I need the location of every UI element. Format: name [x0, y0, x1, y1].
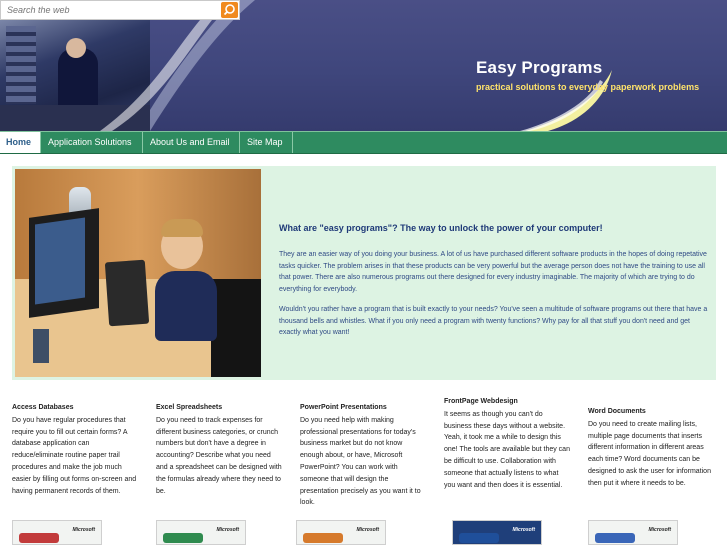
- photo-screen: [35, 217, 85, 304]
- nav-about-us[interactable]: About Us and Email: [144, 132, 240, 153]
- intro-paragraph: Wouldn't you rather have a program that is built exactly to your needs? You've seen a multitude of software programs out there that have a thousand bells and whistles. What if you only need a program with twenty functions? Why pay for all that stuff you don't need and get exactly what you want!: [279, 306, 708, 336]
- microsoft-logo: Microsoft: [356, 527, 379, 533]
- microsoft-logo: Microsoft: [648, 527, 671, 533]
- service-description: It seems as though you can't do business these days without a website. Yeah, it took me a while to design this one! The tools are available but they can be difficult to use. Collaboration with someone that actually listens to what you want and then does it is essential.: [444, 410, 570, 489]
- service-access-databases: [12, 402, 138, 497]
- intro-heading: What are "easy programs"? The way to unlock the power of your computer!: [279, 223, 603, 233]
- service-title: FrontPage Webdesign: [444, 398, 518, 405]
- intro-section: [12, 166, 716, 380]
- product-color-band: [595, 533, 635, 543]
- search-icon: [223, 3, 236, 16]
- search-bar: [0, 0, 240, 20]
- site-tagline: practical solutions to everyday paperwork problems: [476, 82, 700, 92]
- service-title: PowerPoint Presentations: [300, 404, 387, 411]
- product-color-band: [459, 533, 499, 543]
- photo-child-body: [155, 271, 217, 341]
- microsoft-logo: Microsoft: [72, 527, 95, 533]
- service-description: Do you need help with making professional presentations for today's business market but do not know enough about, or have, Microsoft PowerPoint? You can work with someone that will design the presentation precisely as you want it to look.: [300, 416, 421, 507]
- intro-paragraph: They are an easier way of you doing your business. A lot of us have purchased different software products in the hopes of doing repetative tasks quicker. The problem arises in that these products can be very powerful but the average person does not have the training to use all that power. There are also numerous programs out there designed for every industry imaginable. The majority of which are trying to do everything for everybody.: [279, 251, 707, 293]
- photo-child-hair: [161, 219, 203, 237]
- access-product-box-image: [12, 520, 102, 545]
- service-description: Do you need to create mailing lists, multiple page documents that inserts different information in different areas each time? Word documents can be designed to ask the user for information then put it where it needs to be.: [588, 420, 711, 487]
- service-title: Excel Spreadsheets: [156, 404, 223, 411]
- nav-application-solutions[interactable]: Application Solutions: [42, 132, 143, 153]
- microsoft-logo: Microsoft: [216, 527, 239, 533]
- main-nav: [0, 131, 727, 154]
- photo-keyboard: [105, 260, 149, 327]
- site-title: Easy Programs: [476, 58, 603, 77]
- site-header: [0, 0, 727, 131]
- search-input[interactable]: [1, 1, 231, 19]
- powerpoint-product-box-image: [296, 520, 386, 545]
- service-excel-spreadsheets: [156, 402, 282, 497]
- search-button[interactable]: [221, 2, 238, 18]
- word-product-box-image: [588, 520, 678, 545]
- microsoft-logo: Microsoft: [512, 527, 535, 533]
- service-title: Access Databases: [12, 404, 74, 411]
- photo-pen-holder: [33, 329, 49, 363]
- service-title: Word Documents: [588, 408, 646, 415]
- service-powerpoint: [300, 402, 426, 509]
- service-description: Do you have regular procedures that require you to fill out certain forms? A database application can reduce/eliminate routine paper trail procedures and make the job much easier by filling out forms on-screen and having permanent records of them.: [12, 416, 137, 495]
- service-word-documents: [588, 406, 714, 490]
- product-color-band: [303, 533, 343, 543]
- child-at-computer-photo: [15, 169, 261, 377]
- nav-site-map[interactable]: Site Map: [241, 132, 293, 153]
- frontpage-product-box-image: [452, 520, 542, 545]
- excel-product-box-image: [156, 520, 246, 545]
- service-description: Do you need to track expenses for different business categories, or crunch numbers but don't have a degree in accounting? Describe what you need and a spreadsheet can be designed with the formulas already where they need to be.: [156, 416, 282, 495]
- product-color-band: [19, 533, 59, 543]
- product-color-band: [163, 533, 203, 543]
- photo-chair: [211, 279, 261, 377]
- nav-home[interactable]: Home: [0, 132, 41, 153]
- service-frontpage: [444, 396, 570, 491]
